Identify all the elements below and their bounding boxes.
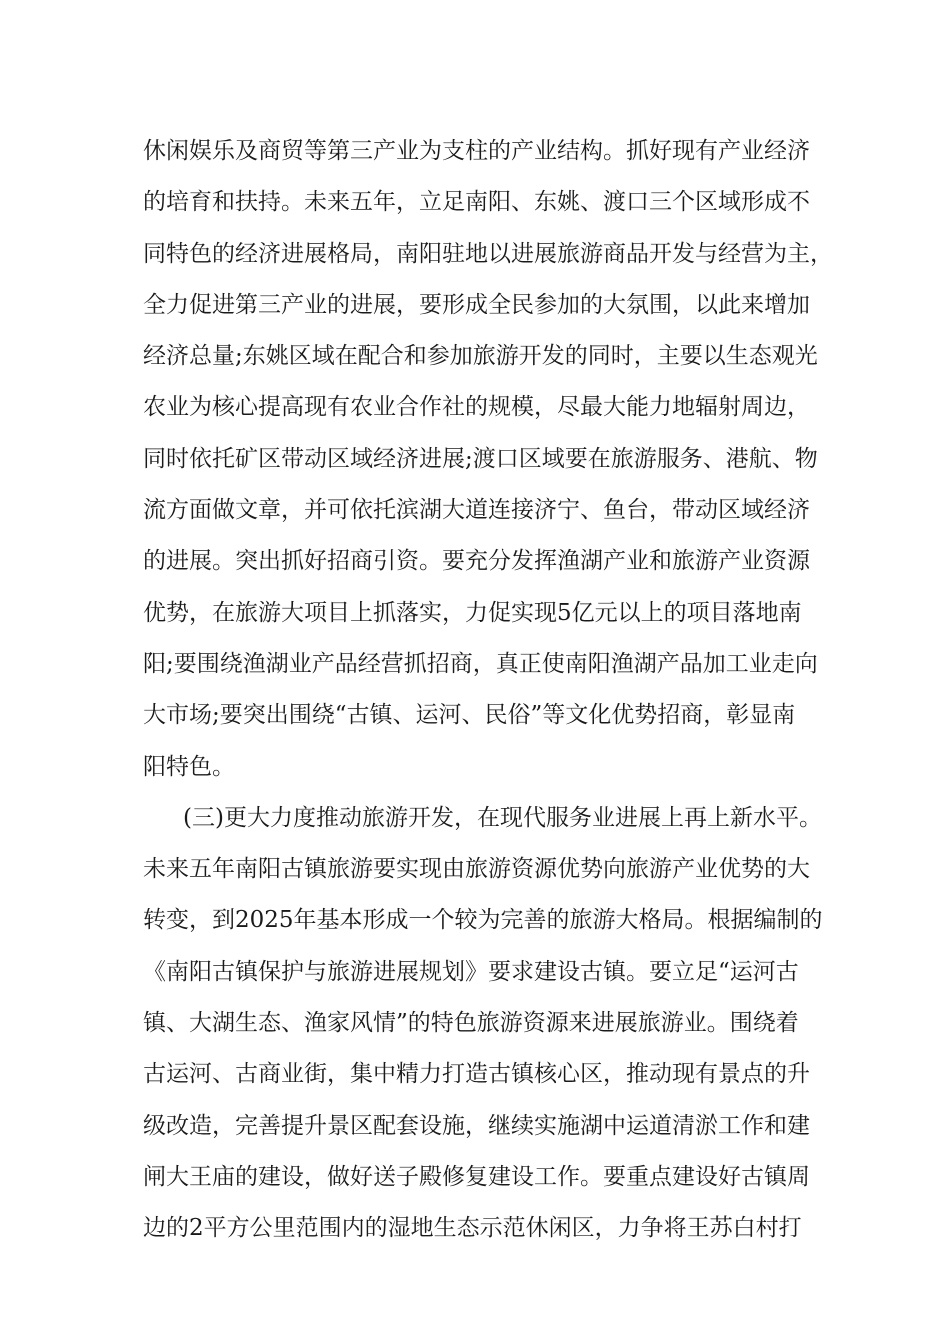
section-heading: (三)更大力度推动旅游开发，在现代服务业进展上再上新水平。 <box>183 804 822 831</box>
text-line: 流方面做文章，并可依托滨湖大道连接济宁、鱼台，带动区域经济 <box>143 497 810 524</box>
text-line: 边的2平方公里范围内的湿地生态示范休闲区，力争将王苏白村打 <box>143 1215 802 1242</box>
text-line: 的培育和扶持。未来五年，立足南阳、东姚、渡口三个区域形成不 <box>143 189 810 216</box>
text-line: 古运河、古商业街，集中精力打造古镇核心区，推动现有景点的升 <box>143 1061 810 1088</box>
text-line: 经济总量;东姚区域在配合和参加旅游开发的同时，主要以生态观光 <box>143 343 818 370</box>
text-line: 全力促进第三产业的进展，要形成全民参加的大氛围，以此来增加 <box>143 291 810 318</box>
text-line: 阳特色。 <box>143 753 235 780</box>
body-text <box>143 126 843 1255</box>
text-line: 的进展。突出抓好招商引资。要充分发挥渔湖产业和旅游产业资源 <box>143 548 810 575</box>
text-line: 同特色的经济进展格局，南阳驻地以进展旅游商品开发与经营为主， <box>143 240 833 267</box>
text-line: 同时依托矿区带动区域经济进展;渡口区域要在旅游服务、港航、物 <box>143 445 818 472</box>
text-line: 级改造，完善提升景区配套设施，继续实施湖中运道清淤工作和建 <box>143 1112 810 1139</box>
text-line: 未来五年南阳古镇旅游要实现由旅游资源优势向旅游产业优势的大 <box>143 856 810 883</box>
text-line: 《南阳古镇保护与旅游进展规划》要求建设古镇。要立足“运河古 <box>143 958 799 985</box>
text-line: 闸大王庙的建设，做好送子殿修复建设工作。要重点建设好古镇周 <box>143 1163 810 1190</box>
text-line: 阳;要围绕渔湖业产品经营抓招商，真正使南阳渔湖产品加工业走向 <box>143 650 818 677</box>
text-line: 镇、大湖生态、渔家风情”的特色旅游资源来进展旅游业。围绕着 <box>143 1010 799 1037</box>
text-line: 转变，到2025年基本形成一个较为完善的旅游大格局。根据编制的 <box>143 907 823 934</box>
text-line: 休闲娱乐及商贸等第三产业为支柱的产业结构。抓好现有产业经济 <box>143 138 810 164</box>
text-line: 优势，在旅游大项目上抓落实，力促实现5亿元以上的项目落地南 <box>143 599 802 626</box>
text-line: 大市场;要突出围绕“古镇、运河、民俗”等文化优势招商，彰显南 <box>143 702 796 729</box>
text-line: 农业为核心提高现有农业合作社的规模，尽最大能力地辐射周边， <box>143 394 810 421</box>
